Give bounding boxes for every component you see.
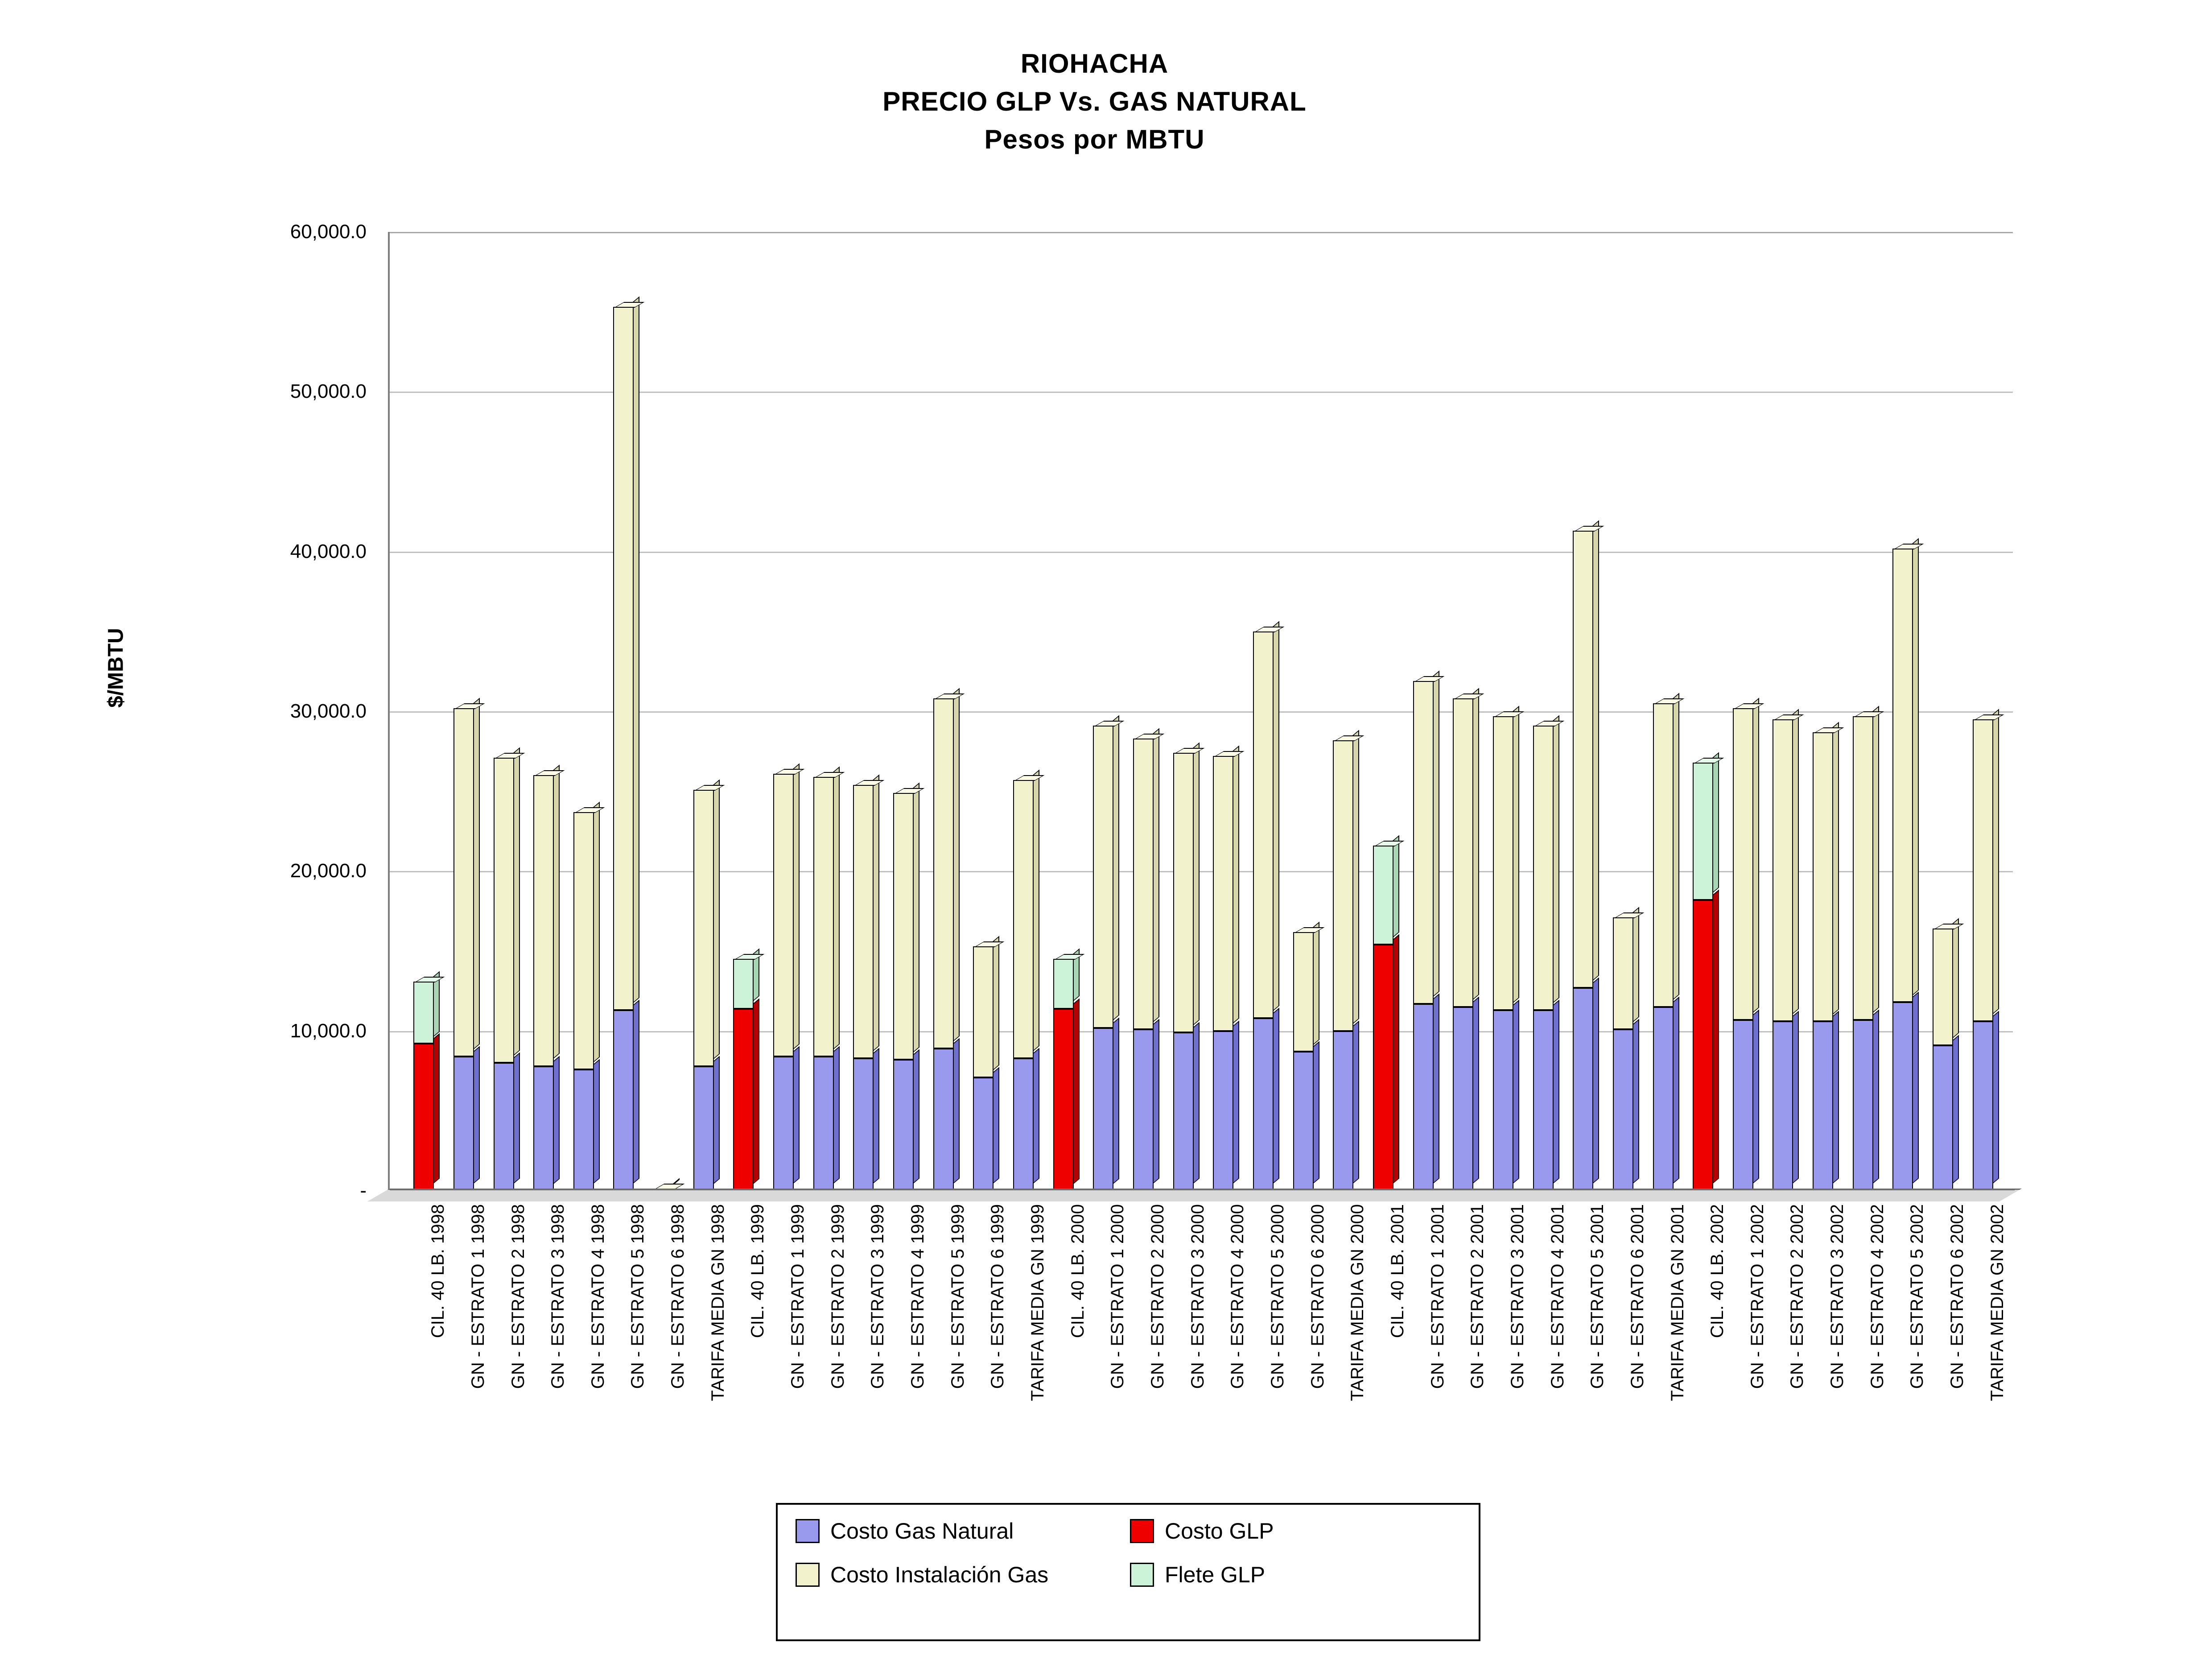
- bar-top-face: [894, 788, 925, 794]
- bar-segment-side: [593, 1059, 600, 1184]
- x-axis-tick-label: TARIFA MEDIA GN 1998: [708, 1204, 728, 1401]
- bar-segment[interactable]: [1333, 740, 1353, 1031]
- x-axis-tick-label: GN - ESTRATO 1 2000: [1108, 1204, 1128, 1389]
- bar-top-face: [1294, 927, 1325, 933]
- x-axis-tick-label: GN - ESTRATO 5 2001: [1587, 1204, 1608, 1389]
- x-axis-tick-label: GN - ESTRATO 4 1999: [908, 1204, 928, 1389]
- bar-segment[interactable]: [1293, 1052, 1314, 1191]
- bar-segment-side: [913, 1049, 919, 1184]
- bar-segment[interactable]: [1773, 719, 1793, 1021]
- bar-segment[interactable]: [1653, 1007, 1674, 1191]
- bar-segment-side: [1313, 1041, 1319, 1184]
- bar-segment[interactable]: [573, 812, 594, 1069]
- bar-top-face: [1893, 544, 1924, 549]
- bar-top-face: [1534, 721, 1565, 726]
- bar-segment[interactable]: [973, 1077, 994, 1191]
- legend-item[interactable]: [796, 1518, 1130, 1544]
- bar-segment[interactable]: [1853, 1020, 1873, 1191]
- bar-segment[interactable]: [693, 790, 714, 1066]
- bar-segment[interactable]: [1813, 1021, 1833, 1191]
- bar-top-face: [534, 770, 565, 776]
- bar-top-face: [774, 769, 805, 775]
- x-axis-tick-label: GN - ESTRATO 5 2002: [1907, 1204, 1927, 1389]
- bar-segment-side: [953, 688, 960, 1042]
- y-axis-tick-label: -: [360, 1180, 367, 1201]
- bar-segment[interactable]: [1613, 1029, 1633, 1191]
- legend-label: Costo GLP: [1165, 1519, 1274, 1544]
- bar-segment[interactable]: [1773, 1021, 1793, 1191]
- bar-segment[interactable]: [613, 307, 634, 1010]
- bar-segment[interactable]: [1333, 1031, 1353, 1191]
- bar-segment-side: [1033, 770, 1039, 1052]
- x-axis-tick-label: GN - ESTRATO 4 1998: [588, 1204, 608, 1389]
- bar-segment[interactable]: [1013, 1058, 1034, 1191]
- x-axis-tick-label: GN - ESTRATO 3 1999: [868, 1204, 888, 1389]
- y-axis-tick-label: 40,000.0: [290, 540, 367, 562]
- bar-segment-side: [1472, 996, 1479, 1184]
- bar-top-face: [1414, 676, 1445, 682]
- bar-segment-side: [1352, 1020, 1359, 1184]
- bar-segment[interactable]: [1133, 739, 1154, 1029]
- bar-segment-side: [1393, 835, 1399, 938]
- bar-top-face: [1854, 711, 1884, 717]
- bar-segment-side: [953, 1038, 960, 1184]
- bar-segment-side: [793, 1046, 800, 1184]
- x-axis-tick-label: CIL. 40 LB. 2002: [1707, 1204, 1727, 1338]
- bar-segment-side: [833, 766, 840, 1050]
- bar-segment[interactable]: [1133, 1029, 1154, 1191]
- axis-baseline: [390, 1189, 2015, 1190]
- bar-segment-side: [1513, 706, 1519, 1003]
- bar-segment-side: [1273, 621, 1279, 1011]
- bar-segment-side: [1992, 1011, 1999, 1184]
- bar-segment-side: [1113, 715, 1119, 1021]
- bar-segment[interactable]: [1413, 681, 1434, 1004]
- bar-segment[interactable]: [813, 1057, 834, 1191]
- bar-segment-side: [1872, 1009, 1879, 1184]
- bar-segment-side: [1553, 715, 1559, 1003]
- bar-segment[interactable]: [1573, 988, 1593, 1191]
- bar-segment[interactable]: [413, 1044, 434, 1191]
- legend-label: Flete GLP: [1165, 1562, 1266, 1587]
- bar-segment-side: [1912, 538, 1919, 995]
- bar-segment[interactable]: [1733, 1020, 1753, 1191]
- bar-segment-side: [553, 765, 560, 1060]
- x-axis-tick-label: TARIFA MEDIA GN 2001: [1667, 1204, 1687, 1401]
- bar-segment[interactable]: [1853, 716, 1873, 1020]
- x-axis-tick-label: GN - ESTRATO 5 2000: [1267, 1204, 1287, 1389]
- bar-segment-side: [913, 782, 919, 1053]
- bar-segment-side: [593, 801, 600, 1062]
- bar-segment[interactable]: [1213, 756, 1233, 1031]
- bar-segment-side: [833, 1046, 840, 1184]
- bar-segment[interactable]: [933, 1048, 954, 1191]
- bar-top-face: [854, 780, 885, 786]
- bar-top-face: [1494, 711, 1525, 717]
- bar-segment-side: [1632, 1019, 1639, 1184]
- bar-segment-side: [753, 998, 759, 1184]
- chart-subtitle: PRECIO GLP Vs. GAS NATURAL: [882, 87, 1307, 117]
- bar-segment[interactable]: [813, 777, 834, 1057]
- x-axis-tick-label: GN - ESTRATO 2 2002: [1787, 1204, 1807, 1389]
- bar-segment-side: [1553, 1000, 1559, 1184]
- bar-segment-side: [633, 297, 639, 1003]
- x-axis-tick-label: CIL. 40 LB. 2001: [1387, 1204, 1407, 1338]
- bar-top-face: [1054, 954, 1085, 960]
- bar-top-face: [1574, 526, 1604, 532]
- bar-top-face: [1654, 698, 1685, 704]
- x-axis-tick-label: CIL. 40 LB. 2000: [1068, 1204, 1088, 1338]
- bar-segment[interactable]: [453, 1057, 474, 1191]
- bar-top-face: [814, 772, 845, 778]
- bar-segment-side: [1712, 752, 1719, 893]
- plot-area: [388, 232, 2011, 1204]
- legend-swatch: [1130, 1519, 1154, 1543]
- bar-segment-side: [1033, 1048, 1039, 1184]
- bar-top-face: [1254, 627, 1285, 632]
- bar-segment[interactable]: [773, 1057, 794, 1191]
- bar-segment[interactable]: [1973, 1021, 1993, 1191]
- bar-segment-side: [1912, 992, 1919, 1184]
- bar-segment-side: [873, 1048, 879, 1184]
- bar-segment-side: [1592, 977, 1599, 1184]
- legend-swatch: [796, 1563, 820, 1587]
- bar-segment[interactable]: [573, 1069, 594, 1191]
- bar-segment-side: [1193, 743, 1200, 1026]
- bar-segment[interactable]: [1933, 1045, 1953, 1191]
- bar-segment[interactable]: [1613, 917, 1633, 1029]
- bar-segment[interactable]: [453, 708, 474, 1057]
- x-axis-tick-label: GN - ESTRATO 1 2002: [1747, 1204, 1767, 1389]
- bar-top-face: [1334, 735, 1365, 741]
- x-axis-tick-label: GN - ESTRATO 2 2001: [1468, 1204, 1488, 1389]
- x-axis-tick-label: GN - ESTRATO 4 2001: [1547, 1204, 1567, 1389]
- bar-segment[interactable]: [1573, 531, 1593, 988]
- bar-segment-side: [1712, 889, 1719, 1184]
- legend-item[interactable]: [796, 1562, 1130, 1588]
- x-axis-tick-label: CIL. 40 LB. 1998: [428, 1204, 448, 1338]
- bar-segment-side: [633, 1000, 639, 1184]
- bar-segment[interactable]: [1933, 929, 1953, 1045]
- bar-top-face: [1933, 924, 1964, 929]
- bar-segment[interactable]: [1173, 753, 1194, 1032]
- bar-segment[interactable]: [1213, 1031, 1233, 1191]
- chart-subtitle-2: Pesos por MBTU: [984, 124, 1205, 155]
- bar-segment[interactable]: [1693, 900, 1713, 1191]
- bar-top-face: [1454, 693, 1484, 699]
- bar-segment[interactable]: [613, 1010, 634, 1191]
- bar-segment-side: [1153, 728, 1159, 1023]
- bar-top-face: [1214, 751, 1245, 757]
- bar-segment-side: [713, 779, 720, 1059]
- bar-segment-side: [1153, 1019, 1159, 1184]
- bar-segment-side: [1193, 1022, 1200, 1184]
- x-axis-tick-label: GN - ESTRATO 3 2000: [1187, 1204, 1208, 1389]
- bar-segment[interactable]: [933, 698, 954, 1048]
- bar-segment[interactable]: [1253, 1018, 1274, 1191]
- bar-segment-side: [1872, 706, 1879, 1013]
- bar-segment-side: [993, 936, 999, 1070]
- bar-top-face: [1014, 775, 1045, 781]
- bar-segment[interactable]: [1453, 1007, 1473, 1191]
- x-axis-tick-label: GN - ESTRATO 6 1998: [668, 1204, 688, 1389]
- y-axis-title: $/MBTU: [104, 628, 128, 708]
- legend-label: Costo Instalación Gas: [830, 1562, 1049, 1587]
- bar-top-face: [1814, 727, 1844, 733]
- x-axis-tick-label: GN - ESTRATO 5 1998: [628, 1204, 648, 1389]
- y-axis-tick-label: 20,000.0: [290, 860, 367, 882]
- plot-canvas: [388, 232, 2011, 1191]
- bar-segment[interactable]: [693, 1066, 714, 1191]
- bar-top-face: [1134, 734, 1165, 739]
- bar-segment-side: [1832, 1011, 1839, 1184]
- bar-segment[interactable]: [1493, 1010, 1513, 1191]
- x-axis-tick-label: GN - ESTRATO 3 2001: [1507, 1204, 1527, 1389]
- bar-segment[interactable]: [1533, 1010, 1554, 1191]
- bar-top-face: [1094, 721, 1125, 726]
- bar-segment[interactable]: [1693, 763, 1713, 900]
- bar-top-face: [734, 954, 765, 960]
- bar-top-face: [454, 703, 485, 709]
- bar-segment-side: [1752, 698, 1759, 1013]
- bar-segment[interactable]: [1892, 549, 1913, 1003]
- bar-segment-side: [793, 763, 800, 1050]
- bar-top-face: [1374, 841, 1405, 846]
- x-axis-tick-labels: [388, 1204, 2011, 1516]
- bar-segment[interactable]: [494, 758, 514, 1063]
- legend-swatch: [796, 1519, 820, 1543]
- chart-titles: [0, 45, 2189, 159]
- bar-top-face: [1694, 758, 1724, 764]
- bar-segment-side: [1433, 670, 1439, 997]
- x-axis-tick-label: GN - ESTRATO 6 2002: [1947, 1204, 1967, 1389]
- x-axis-tick-label: GN - ESTRATO 3 2002: [1827, 1204, 1847, 1389]
- x-axis-tick-label: GN - ESTRATO 3 1998: [548, 1204, 568, 1389]
- bar-segment[interactable]: [773, 774, 794, 1057]
- chart-title: RIOHACHA: [1020, 49, 1169, 78]
- bar-top-face: [495, 753, 525, 759]
- bar-segment[interactable]: [853, 1058, 874, 1191]
- bar-segment[interactable]: [1093, 726, 1113, 1028]
- x-axis-tick-label: GN - ESTRATO 6 1999: [988, 1204, 1008, 1389]
- bar-segment[interactable]: [1293, 932, 1314, 1052]
- bar-segment[interactable]: [1373, 846, 1393, 945]
- bar-segment-side: [1673, 996, 1679, 1184]
- bar-top-face: [1974, 714, 2004, 720]
- bar-segment[interactable]: [1892, 1002, 1913, 1191]
- bar-segment-side: [1113, 1017, 1119, 1184]
- bar-segment-side: [1673, 693, 1679, 1000]
- bar-top-face: [1734, 703, 1764, 709]
- bar-segment-side: [1313, 921, 1319, 1045]
- bar-segment-side: [1832, 722, 1839, 1015]
- bar-top-face: [574, 807, 605, 813]
- bar-segment[interactable]: [1973, 719, 1993, 1021]
- bar-segment-side: [1233, 1020, 1239, 1184]
- bar-segment[interactable]: [533, 1066, 554, 1191]
- bar-segment[interactable]: [893, 793, 914, 1060]
- x-axis-tick-label: GN - ESTRATO 6 2001: [1627, 1204, 1647, 1389]
- bar-segment-side: [713, 1056, 720, 1184]
- bar-segment-side: [1513, 1000, 1519, 1184]
- bar-top-face: [614, 302, 645, 308]
- bar-segment-side: [1352, 730, 1359, 1024]
- x-axis-tick-label: GN - ESTRATO 4 2002: [1867, 1204, 1887, 1389]
- bar-segment[interactable]: [1813, 732, 1833, 1022]
- bar-segment[interactable]: [494, 1063, 514, 1191]
- bar-segment[interactable]: [1053, 1009, 1074, 1191]
- bar-series: [390, 232, 2013, 1191]
- bar-segment-side: [1952, 918, 1959, 1039]
- bar-segment[interactable]: [1653, 703, 1674, 1007]
- bar-segment[interactable]: [1453, 698, 1473, 1007]
- x-axis-tick-label: GN - ESTRATO 6 2000: [1307, 1204, 1327, 1389]
- bar-segment[interactable]: [533, 775, 554, 1066]
- y-axis-tick-label: 60,000.0: [290, 221, 367, 243]
- bar-segment[interactable]: [1493, 716, 1513, 1010]
- x-axis-tick-label: GN - ESTRATO 1 1999: [788, 1204, 808, 1389]
- x-axis-tick-label: GN - ESTRATO 1 1998: [468, 1204, 488, 1389]
- bar-segment-side: [1792, 1011, 1799, 1184]
- bar-segment[interactable]: [1053, 959, 1074, 1008]
- bar-segment[interactable]: [733, 959, 754, 1008]
- legend-item[interactable]: [1130, 1518, 1464, 1544]
- x-axis-tick-label: TARIFA MEDIA GN 2000: [1348, 1204, 1368, 1401]
- bar-segment-side: [1792, 709, 1799, 1015]
- x-axis-tick-label: GN - ESTRATO 1 2001: [1427, 1204, 1447, 1389]
- bar-segment-side: [513, 747, 520, 1056]
- bar-segment[interactable]: [733, 1009, 754, 1191]
- bar-top-face: [694, 785, 725, 791]
- bar-segment-side: [1433, 993, 1439, 1184]
- x-axis-tick-label: GN - ESTRATO 2 1998: [508, 1204, 528, 1389]
- bar-segment-side: [1233, 746, 1239, 1024]
- x-axis-tick-label: GN - ESTRATO 4 2000: [1228, 1204, 1248, 1389]
- x-axis-tick-label: GN - ESTRATO 5 1999: [948, 1204, 968, 1389]
- legend: [776, 1503, 1480, 1641]
- x-axis-tick-label: CIL. 40 LB. 1999: [748, 1204, 768, 1338]
- bar-segment-side: [1752, 1009, 1759, 1184]
- x-axis-tick-label: TARIFA MEDIA GN 1999: [1028, 1204, 1048, 1401]
- x-axis-tick-label: TARIFA MEDIA GN 2002: [1987, 1204, 2007, 1401]
- bar-top-face: [1773, 714, 1804, 720]
- bar-segment[interactable]: [973, 946, 994, 1077]
- bar-segment[interactable]: [1013, 780, 1034, 1058]
- y-axis-tick-label: 30,000.0: [290, 700, 367, 722]
- bar-top-face: [1614, 912, 1645, 918]
- y-axis-tick-labels: [192, 221, 379, 1204]
- bar-segment[interactable]: [1533, 726, 1554, 1010]
- legend-label: Costo Gas Natural: [830, 1519, 1014, 1544]
- x-axis-tick-label: GN - ESTRATO 2 1999: [828, 1204, 848, 1389]
- bar-segment-side: [473, 1046, 480, 1184]
- bar-segment-side: [473, 698, 480, 1050]
- bar-top-face: [974, 941, 1005, 947]
- bar-segment[interactable]: [413, 982, 434, 1044]
- bar-segment[interactable]: [1733, 708, 1753, 1020]
- x-axis-tick-label: GN - ESTRATO 2 2000: [1148, 1204, 1167, 1389]
- legend-item[interactable]: [1130, 1562, 1464, 1588]
- y-axis-tick-label: 50,000.0: [290, 380, 367, 403]
- bar-segment-side: [1592, 520, 1599, 981]
- bar-segment-side: [993, 1067, 999, 1184]
- bar-segment[interactable]: [1093, 1028, 1113, 1191]
- bar-top-face: [1174, 748, 1205, 754]
- bar-segment-side: [1952, 1035, 1959, 1184]
- bar-top-face: [414, 977, 445, 982]
- bar-segment[interactable]: [853, 785, 874, 1058]
- bar-segment-side: [553, 1056, 560, 1184]
- bar-segment[interactable]: [1413, 1004, 1434, 1191]
- bar-segment-side: [873, 774, 879, 1051]
- bar-segment-side: [1273, 1007, 1279, 1184]
- bar-top-face: [934, 693, 965, 699]
- bar-segment-side: [513, 1053, 520, 1184]
- bar-segment-side: [1992, 709, 1999, 1015]
- bar-segment-side: [1073, 998, 1080, 1184]
- bar-segment-side: [1472, 688, 1479, 1000]
- bar-segment[interactable]: [893, 1060, 914, 1191]
- legend-swatch: [1130, 1563, 1154, 1587]
- y-axis-tick-label: 10,000.0: [290, 1020, 367, 1042]
- bar-segment[interactable]: [1253, 632, 1274, 1018]
- bar-segment-side: [1632, 907, 1639, 1023]
- bar-segment[interactable]: [1173, 1032, 1194, 1191]
- bar-segment-side: [1393, 934, 1399, 1184]
- bar-segment[interactable]: [1373, 945, 1393, 1191]
- axis-floor: [367, 1189, 2022, 1201]
- bar-segment-side: [433, 1033, 440, 1184]
